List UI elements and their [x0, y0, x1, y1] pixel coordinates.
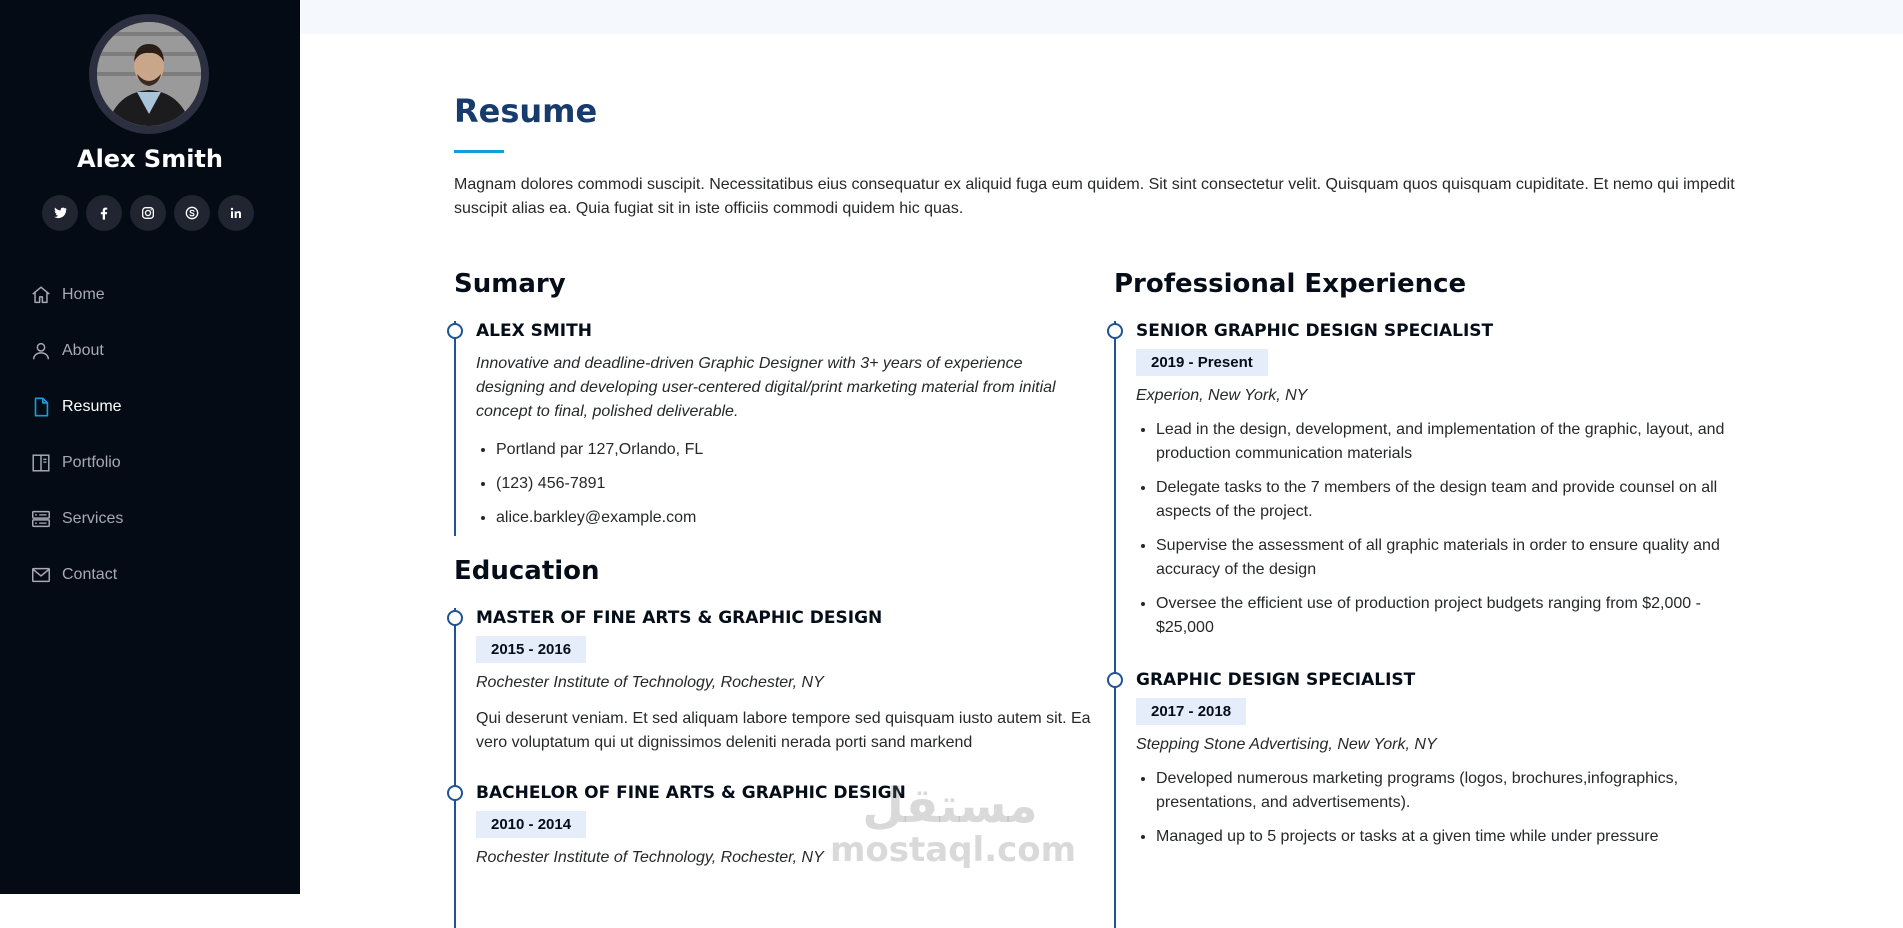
twitter-icon: [52, 205, 68, 221]
summary-text: Innovative and deadline-driven Graphic Designer with 3+ years of experience designing and developing user-centered digital/print marketing material from initial concept to final, polished deliverable.: [476, 355, 1056, 420]
file-icon: [30, 395, 54, 419]
duty-list: [1136, 767, 1752, 849]
envelope-icon: [30, 563, 54, 587]
duty-item: • Supervise the assessment of all graphic materials in order to ensure quality and accuracy of the design: [1156, 534, 1752, 582]
education-description: Qui deserunt veniam. Et sed aliquam labore tempore sed quisquam iusto autem sit. Ea vero voluptatum qui ut dignissimos deleniti nerada porti sand markend: [476, 710, 1091, 751]
job-title: SENIOR GRAPHIC DESIGN SPECIALIST: [1136, 321, 1494, 341]
nav-item-services[interactable]: [30, 491, 270, 547]
skype-icon: [184, 205, 200, 221]
top-strip: [300, 0, 1903, 34]
nav-label: Contact: [62, 566, 118, 583]
education-timeline: [454, 608, 1092, 928]
facebook-link[interactable]: [86, 195, 122, 231]
nav-menu: [30, 267, 270, 603]
summary-name: ALEX SMITH: [476, 321, 592, 341]
skype-link[interactable]: [174, 195, 210, 231]
profile-name: Alex Smith: [77, 145, 223, 173]
date-badge: 2015 - 2016: [476, 636, 586, 663]
nav-item-resume[interactable]: [30, 379, 270, 435]
experience-timeline: [1114, 321, 1752, 928]
person-icon: [30, 339, 54, 363]
linkedin-link[interactable]: [218, 195, 254, 231]
experience-item: [1116, 670, 1752, 849]
nav-label: Resume: [62, 398, 122, 415]
nav-label: About: [62, 342, 104, 359]
nav-item-about[interactable]: [30, 323, 270, 379]
avatar[interactable]: [89, 14, 209, 134]
nav-item-portfolio[interactable]: [30, 435, 270, 491]
facebook-icon: [96, 205, 112, 221]
summary-item: [456, 321, 1092, 536]
instagram-link[interactable]: [130, 195, 166, 231]
nav-label: Portfolio: [62, 454, 121, 471]
company: Stepping Stone Advertising, New York, NY: [1136, 736, 1437, 753]
social-links: [42, 195, 254, 231]
education-item: [456, 608, 1092, 755]
server-icon: [30, 507, 54, 531]
linkedin-icon: [228, 205, 244, 221]
duty-item: • Managed up to 5 projects or tasks at a given time while under pressure: [1156, 825, 1752, 849]
intro-text: Magnam dolores commodi suscipit. Necessitatibus eius consequatur ex aliquid fuga eum quidem. Sit sint consectetur velit. Quisquam quos quisquam cupiditate. Et nemo qui impedit suscipit alias ea. Quia fugiat sit in iste officiis commodi quidem hic quas.: [454, 176, 1735, 217]
contact-phone: • (123) 456-7891: [496, 472, 1092, 496]
degree-title: BACHELOR OF FINE ARTS & GRAPHIC DESIGN: [476, 783, 906, 803]
home-icon: [30, 283, 54, 307]
watermark: [830, 778, 1077, 870]
nav-item-home[interactable]: [30, 267, 270, 323]
experience-item: [1116, 321, 1752, 640]
title-underline: [454, 150, 504, 153]
duty-list: [1136, 418, 1752, 640]
date-badge: 2017 - 2018: [1136, 698, 1246, 725]
date-badge: 2010 - 2014: [476, 811, 586, 838]
experience-heading: Professional Experience: [1114, 269, 1467, 299]
nav-item-contact[interactable]: [30, 547, 270, 603]
degree-title: MASTER OF FINE ARTS & GRAPHIC DESIGN: [476, 608, 883, 628]
contact-list: [476, 438, 1092, 530]
education-heading: Education: [454, 556, 600, 586]
page-title: Resume: [454, 92, 598, 130]
summary-heading: Sumary: [454, 269, 566, 299]
duty-item: • Lead in the design, development, and implementation of the graphic, layout, and production communication materials: [1156, 418, 1752, 466]
contact-email: • alice.barkley@example.com: [496, 506, 1092, 530]
institution: Rochester Institute of Technology, Rochester, NY: [476, 674, 824, 691]
date-badge: 2019 - Present: [1136, 349, 1268, 376]
institution: Rochester Institute of Technology, Rochester, NY: [476, 849, 824, 866]
book-icon: [30, 451, 54, 475]
company: Experion, New York, NY: [1136, 387, 1308, 404]
duty-item: • Oversee the efficient use of production project budgets ranging from $2,000 - $25,000: [1156, 592, 1752, 640]
job-title: GRAPHIC DESIGN SPECIALIST: [1136, 670, 1416, 690]
contact-address: • Portland par 127,Orlando, FL: [496, 438, 1092, 462]
duty-item: • Developed numerous marketing programs (logos, brochures,infographics, presentations, and advertisements).: [1156, 767, 1752, 815]
watermark-arabic: مستقل: [862, 778, 1038, 834]
nav-label: Services: [62, 510, 124, 527]
duty-item: • Delegate tasks to the 7 members of the design team and provide counsel on all aspects of the project.: [1156, 476, 1752, 524]
sidebar: [0, 0, 300, 894]
watermark-latin: mostaql.com: [830, 830, 1077, 870]
instagram-icon: [140, 205, 156, 221]
nav-label: Home: [62, 286, 105, 303]
twitter-link[interactable]: [42, 195, 78, 231]
summary-timeline: [454, 321, 1092, 536]
